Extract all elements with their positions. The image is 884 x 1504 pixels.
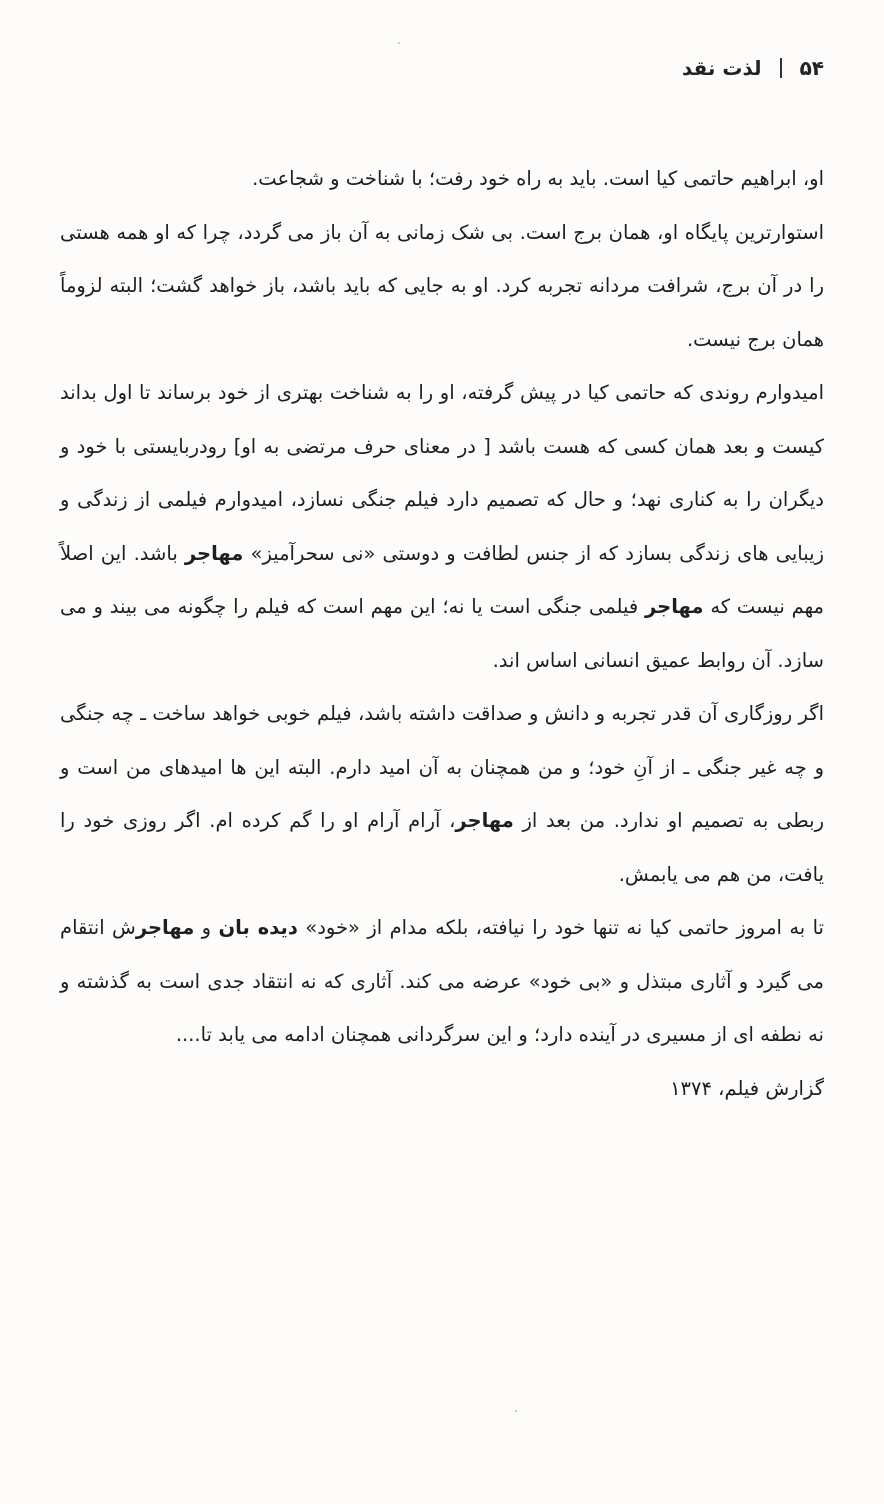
- bold-title-text: مهاجر: [184, 541, 244, 565]
- bold-title-text: دیده بان: [218, 916, 298, 939]
- paragraph-text: ش انتقام می گیرد و آثاری مبتذل و «بی خود» عرضه می کند. آثاری که نه انتقاد جدی است به گذشته و نه نطفه ای از مسیری در آینده دارد؛ و این سرگردانی همچنان ادامه می یابد تا....: [60, 916, 824, 1046]
- paragraph-text: او، ابراهیم حاتمی کیا است. باید به راه خود رفت؛ با شناخت و شجاعت.: [252, 167, 824, 190]
- source-signature: گزارش فیلم، ۱۳۷۴: [670, 1076, 824, 1100]
- paragraph: [60, 366, 824, 687]
- paper-speck: [515, 1410, 517, 1412]
- paper-speck: [398, 42, 400, 44]
- paragraph-text: فیلمی جنگی است یا نه؛ این مهم است که فیلم را چگونه می بیند و می سازد. آن روابط عمیق انسانی اساس اند.: [60, 595, 824, 672]
- paragraph-text: تا به امروز حاتمی کیا نه تنها خود را نیافته، بلکه مدام از «خود»: [297, 916, 824, 939]
- page-number: ۵۴: [799, 56, 824, 80]
- paragraph-text: اگر روزگاری آن قدر تجربه و دانش و صداقت داشته باشد، فیلم خوبی خواهد ساخت ـ چه جنگی و چه غیر جنگی ـ از آنِ خود؛ و من همچنان به آن امید دارم. البته این ها امیدهای من است و ربطی به تصمیم او ندارد. من بعد از: [60, 702, 824, 832]
- paragraph-text: باشد. این اصلاً مهم نیست که: [60, 541, 824, 618]
- paragraph-text: و: [194, 916, 219, 939]
- paragraph: [60, 152, 824, 206]
- paragraph: [60, 901, 824, 1062]
- book-title: لذت نقد: [681, 56, 762, 80]
- paragraph-text: استوارترین پایگاه او، همان برج است. بی شک زمانی به آن باز می گردد، چرا که او همه هستی را در آن برج، شرافت مردانه تجربه کرد. او به جایی که باید باشد، باز خواهد گشت؛ البته لزوماً همان برج نیست.: [60, 220, 824, 351]
- paragraph-text: ، آرام آرام او را گم کرده ام. اگر روزی خود را یافت، من هم می یابمش.: [60, 809, 824, 886]
- bold-title-text: مهاجر: [455, 809, 514, 832]
- paragraph: [60, 206, 824, 367]
- bold-title-text: مهاجر: [135, 916, 195, 939]
- header-separator: [780, 58, 782, 78]
- paragraph-text: امیدوارم روندی که حاتمی کیا در پیش گرفته، او را به شناخت بهتری از خود برساند تا اول بداند کیست و بعد همان کسی که هست باشد [ در معنای حرف مرتضی به او] رودربایستی با خود و دیگران را به کناری نهد؛ و حال که تصمیم دارد فیلم جنگی نسازد، امیدوارم فیلمی از زندگی و زیبایی های زندگی بسازد که از جنس لطافت و دوستی «نی سحرآمیز»: [60, 381, 824, 565]
- paragraph: [60, 687, 824, 901]
- page-header: [682, 56, 824, 80]
- bold-title-text: مهاجر: [645, 595, 704, 618]
- body-text: [60, 152, 824, 1115]
